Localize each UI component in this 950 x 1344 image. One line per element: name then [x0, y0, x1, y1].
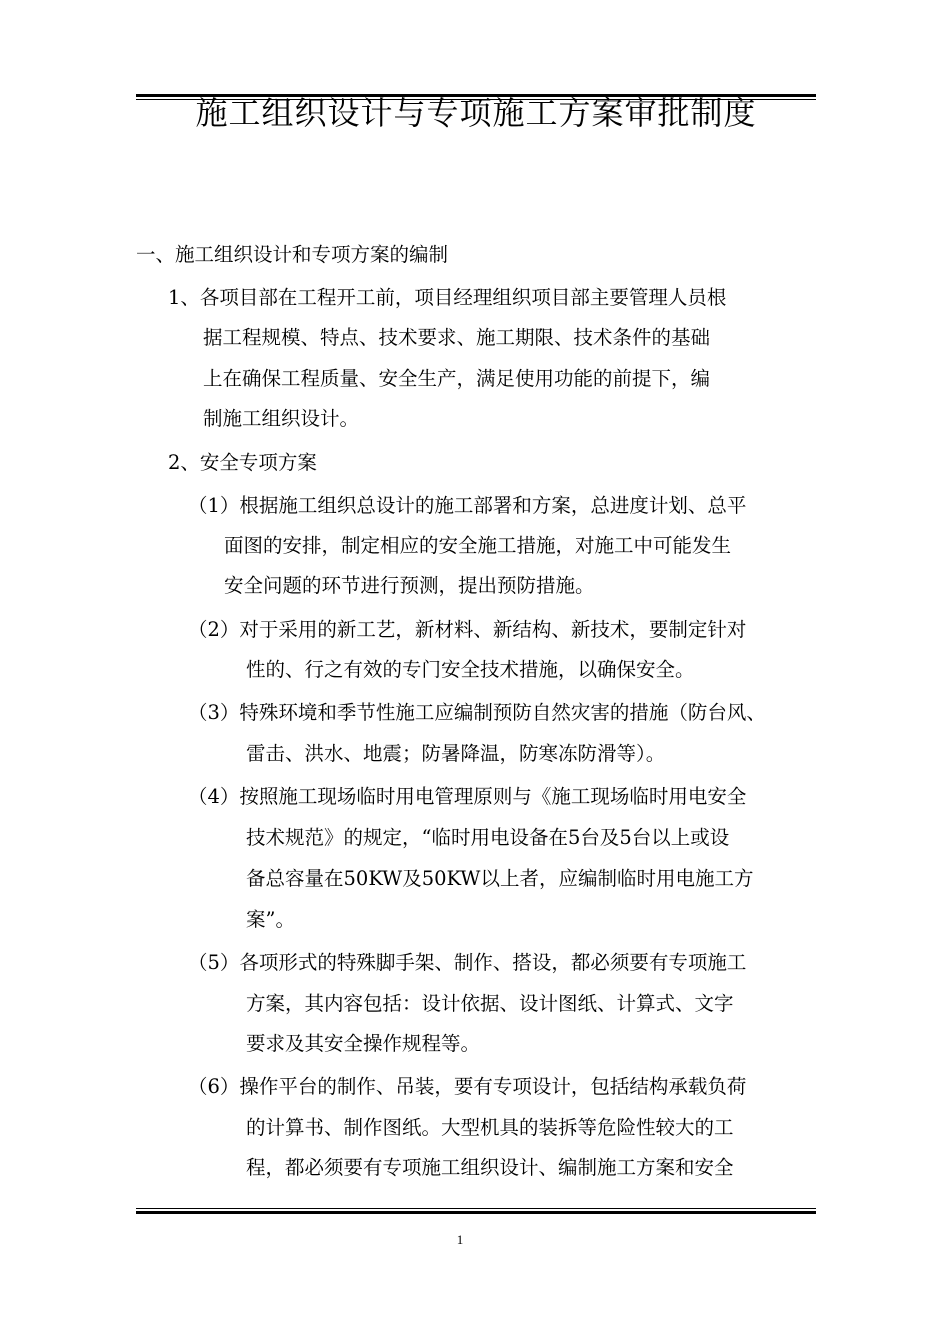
- paragraph-line: （1）根据施工组织总设计的施工部署和方案，总进度计划、总平: [188, 494, 747, 517]
- paragraph-line: （5）各项形式的特殊脚手架、制作、搭设，都必须要有专项施工: [188, 951, 747, 974]
- page-number: 1: [456, 1232, 464, 1247]
- paragraph-line: 备总容量在50KW及50KW以上者，应编制临时用电施工方: [246, 867, 754, 890]
- paragraph-line: 1、各项目部在工程开工前，项目经理组织项目部主要管理人员根: [168, 286, 727, 309]
- subsection-heading: 2、安全专项方案: [168, 451, 317, 474]
- paragraph-line: 要求及其安全操作规程等。: [246, 1032, 481, 1055]
- paragraph-line: 的计算书、制作图纸。大型机具的装拆等危险性较大的工: [246, 1116, 734, 1139]
- document-title: 施工组织设计与专项施工方案审批制度: [195, 94, 757, 132]
- paragraph-line: 制施工组织设计。: [203, 407, 360, 430]
- paragraph-line: 面图的安排，制定相应的安全施工措施，对施工中可能发生: [224, 534, 732, 557]
- paragraph-line: 方案，其内容包括：设计依据、设计图纸、计算式、文字: [246, 992, 734, 1015]
- paragraph-line: 案”。: [246, 908, 295, 931]
- paragraph-line: （6）操作平台的制作、吊装，要有专项设计，包括结构承载负荷: [188, 1075, 747, 1098]
- paragraph-line: （3）特殊环境和季节性施工应编制预防自然灾害的措施（防台风、: [188, 701, 766, 724]
- paragraph-line: 程，都必须要有专项施工组织设计、编制施工方案和安全: [246, 1156, 734, 1179]
- paragraph-line: 安全问题的环节进行预测，提出预防措施。: [224, 574, 595, 597]
- paragraph-line: （4）按照施工现场临时用电管理原则与《施工现场临时用电安全: [188, 785, 747, 808]
- section-heading: 一、施工组织设计和专项方案的编制: [136, 243, 449, 266]
- footer-rule-thick: [136, 1211, 816, 1214]
- paragraph-line: 上在确保工程质量、安全生产，满足使用功能的前提下，编: [203, 367, 711, 390]
- paragraph-line: 技术规范》的规定，“临时用电设备在5台及5台以上或设: [246, 826, 730, 849]
- paragraph-line: （2）对于采用的新工艺，新材料、新结构、新技术，要制定针对: [188, 618, 747, 641]
- footer-rule-thin: [136, 1208, 816, 1209]
- paragraph-line: 雷击、洪水、地震；防暑降温，防寒冻防滑等）。: [246, 742, 666, 765]
- paragraph-line: 性的、行之有效的专门安全技术措施，以确保安全。: [246, 658, 695, 681]
- paragraph-line: 据工程规模、特点、技术要求、施工期限、技术条件的基础: [203, 326, 711, 349]
